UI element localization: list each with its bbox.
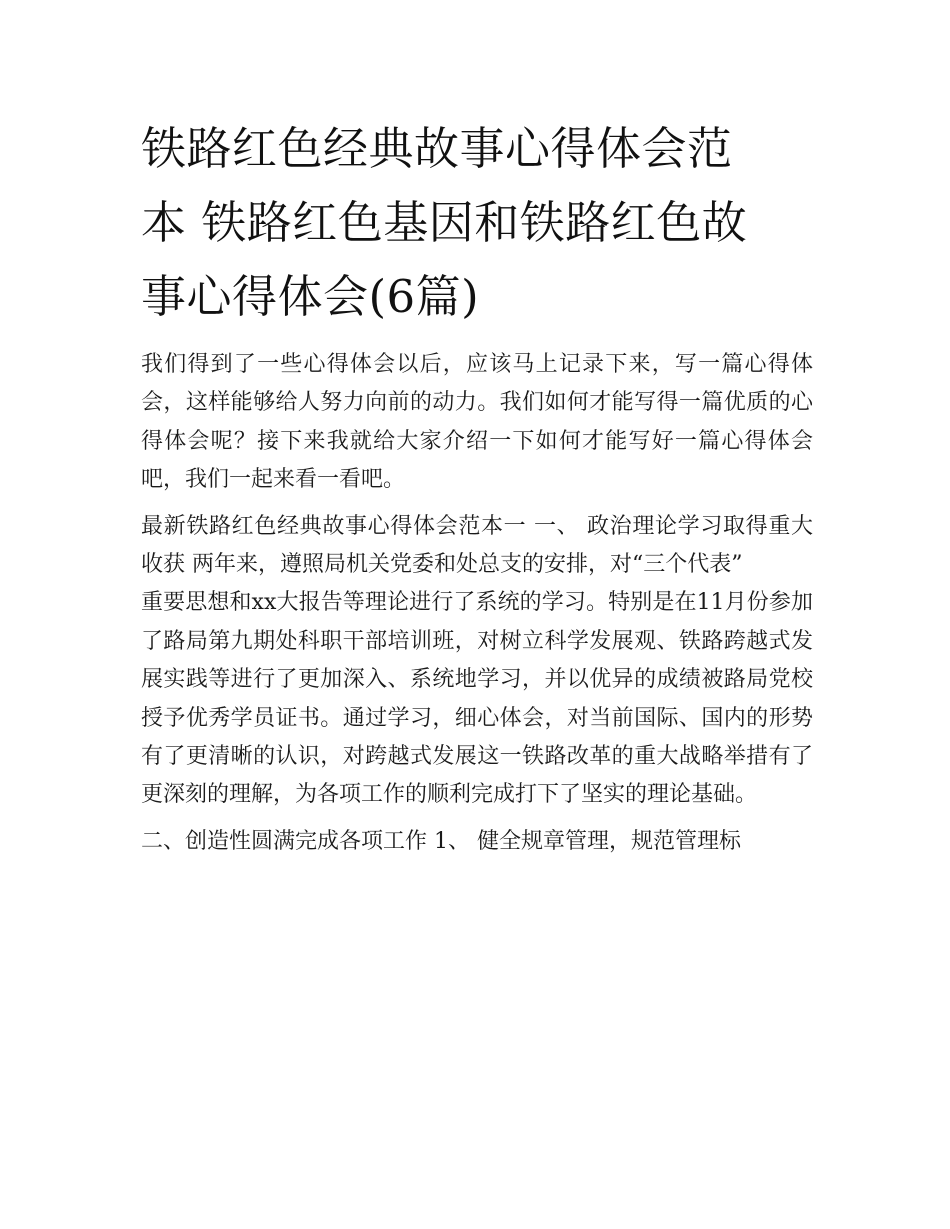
section-paragraph: 最新铁路红色经典故事心得体会范本一 一、 政治理论学习取得重大收获 两年来，遵照局机关党委和处总支的安排，对“三个代表” xyxy=(141,513,813,578)
title-line: 本 铁路红色基因和铁路红色故 xyxy=(141,196,748,249)
intro-paragraph: 我们得到了一些心得体会以后，应该马上记录下来，写一篇心得体会，这样能够给人努力向前的动力。我们如何才能写得一篇优质的心得体会呢？接下来我就给大家介绍一下如何才能写好一篇心得体会吧，我们一起来看一看吧。 xyxy=(141,352,813,493)
section-heading-paragraph: 二、创造性圆满完成各项工作 1、 健全规章管理，规范管理标 xyxy=(141,828,741,854)
document-title xyxy=(141,112,813,334)
title-line: 铁路红色经典故事心得体会范 xyxy=(141,122,733,175)
title-line: 事心得体会(6篇) xyxy=(141,270,480,323)
document-page xyxy=(141,112,813,869)
document-body xyxy=(141,346,813,861)
body-paragraph: 重要思想和xx大报告等理论进行了系统的学习。特别是在11月份参加了路局第九期处科职干部培训班，对树立科学发展观、铁路跨越式发展实践等进行了更加深入、系统地学习，并以优异的成绩被路局党校授予优秀学员证书。通过学习，细心体会，对当前国际、国内的形势有了更清晰的认识，对跨越式发展这一铁路改革的重大战略举措有了更深刻的理解，为各项工作的顺利完成打下了坚实的理论基础。 xyxy=(141,590,813,808)
